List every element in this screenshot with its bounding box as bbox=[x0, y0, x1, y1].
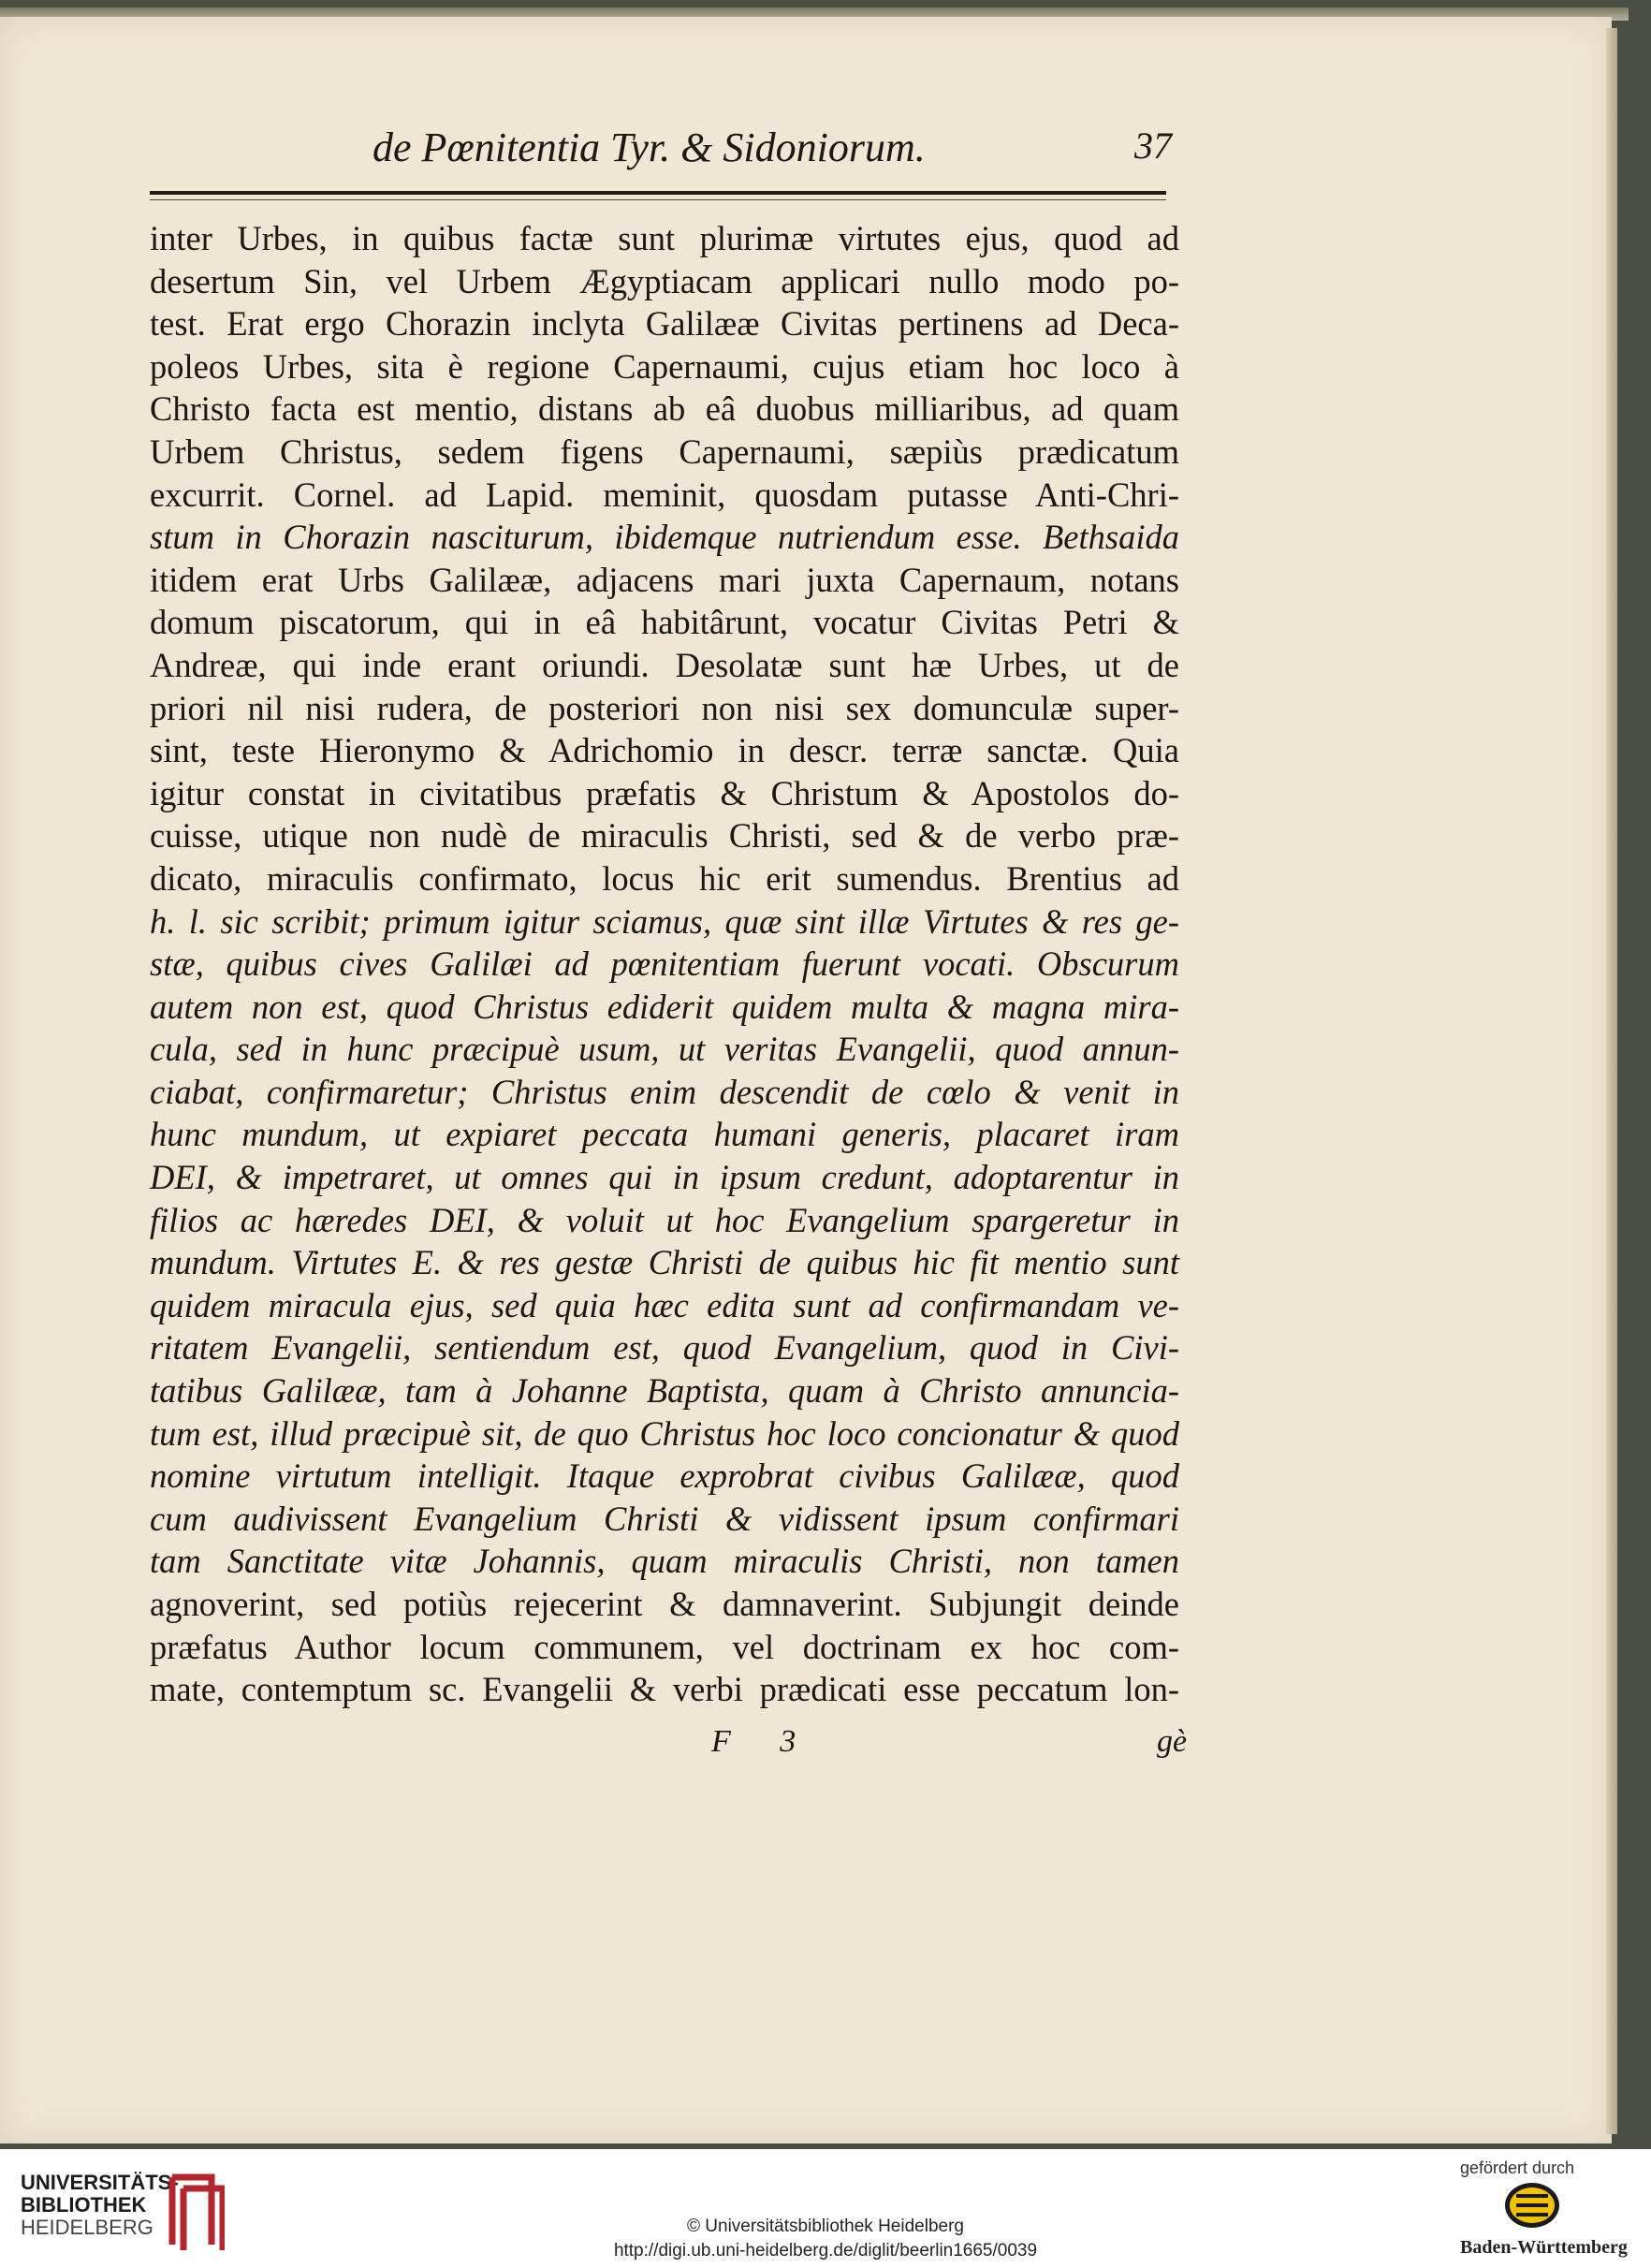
text-line: agnoverint, sed potiùs rejecerint & damnaverint. Subjungit deinde bbox=[150, 1585, 1179, 1623]
header-rule bbox=[150, 191, 1166, 195]
book-right-edge bbox=[1606, 28, 1617, 2134]
library-footer bbox=[0, 2149, 1651, 2268]
header-rule-thin bbox=[150, 199, 1166, 200]
text-line: tatibus Galilææ, tam à Johanne Baptista, quam à Christo annuncia- bbox=[150, 1371, 1179, 1411]
text-line: Christo facta est mentio, distans ab eâ duobus milliaribus, ad quam bbox=[150, 389, 1179, 429]
text-line: cula, sed in hunc præcipuè usum, ut veritas Evangelii, quod annun- bbox=[150, 1030, 1179, 1069]
catchword: gè bbox=[1157, 1724, 1188, 1759]
text-line: præfatus Author locum communem, vel doctrinam ex hoc com- bbox=[150, 1627, 1179, 1666]
text-line: priori nil nisi rudera, de posteriori non nisi sex domunculæ super- bbox=[150, 688, 1179, 727]
text-line: itidem erat Urbs Galilææ, adjacens mari juxta Capernaum, notans bbox=[150, 560, 1179, 599]
text-line: stæ, quibus cives Galilæi ad pœnitentiam fuerunt vocati. Obscurum bbox=[150, 944, 1179, 984]
text-line: stum in Chorazin nasciturum, ibidemque nutriendum esse. Bethsaida bbox=[150, 518, 1179, 557]
text-line: hunc mundum, ut expiaret peccata humani generis, placaret iram bbox=[150, 1115, 1179, 1154]
text-line: ritatem Evangelii, sentiendum est, quod Evangelium, quod in Civi- bbox=[150, 1328, 1179, 1368]
state-name: Baden-Württemberg bbox=[1460, 2237, 1628, 2258]
text-line: filios ac hæredes DEI, & voluit ut hoc Evangelium spargeretur in bbox=[150, 1200, 1179, 1239]
text-line: mundum. Virtutes E. & res gestæ Christi de quibus hic fit mentio sunt bbox=[150, 1243, 1179, 1282]
text-line: ciabat, confirmaretur; Christus enim descendit de cœlo & venit in bbox=[150, 1072, 1179, 1111]
text-line: desertum Sin, vel Urbem Ægyptiacam applicari nullo modo po- bbox=[150, 261, 1179, 300]
text-line: igitur constat in civitatibus præfatis & Christum & Apostolos do- bbox=[150, 773, 1179, 812]
text-line: cum audivissent Evangelium Christi & vidissent ipsum confirmari bbox=[150, 1499, 1179, 1538]
text-line: mate, contemptum sc. Evangelii & verbi prædicati esse peccatum lon- bbox=[150, 1670, 1179, 1709]
text-line: quidem miracula ejus, sed quia hæc edita sunt ad confirmandam ve- bbox=[150, 1285, 1179, 1324]
ub-heidelberg-logo-icon[interactable] bbox=[167, 2172, 225, 2250]
text-line: Urbem Christus, sedem figens Capernaumi, sæpiùs prædicatum bbox=[150, 432, 1179, 471]
main-text bbox=[150, 217, 1179, 1711]
library-name-line2: BIBLIOTHEK bbox=[21, 2193, 147, 2217]
text-line: Andreæ, qui inde erant oriundi. Desolatæ sunt hæ Urbes, ut de bbox=[150, 645, 1179, 684]
text-line: dicato, miraculis confirmato, locus hic erit sumendus. Brentius ad bbox=[150, 858, 1179, 898]
text-line: test. Erat ergo Chorazin inclyta Galilææ Civitas pertinens ad Deca- bbox=[150, 304, 1179, 344]
signature-mark: F 3 bbox=[711, 1724, 817, 1759]
baden-wuerttemberg-coat-of-arms-icon[interactable] bbox=[1503, 2181, 1561, 2230]
text-line: domum piscatorum, qui in eâ habitârunt, vocatur Civitas Petri & bbox=[150, 603, 1179, 642]
text-line: tam Sanctitate vitæ Johannis, quam miraculis Christi, non tamen bbox=[150, 1542, 1179, 1581]
text-line: h. l. sic scribit; primum igitur sciamus, quæ sint illæ Virtutes & res ge- bbox=[150, 901, 1179, 941]
text-line: autem non est, quod Christus ediderit quidem multa & magna mira- bbox=[150, 987, 1179, 1026]
text-line: excurrit. Cornel. ad Lapid. meminit, quosdam putasse Anti-Chri- bbox=[150, 475, 1179, 514]
page-number: 37 bbox=[1134, 124, 1172, 167]
text-line: inter Urbes, in quibus factæ sunt plurimæ virtutes ejus, quod ad bbox=[150, 219, 1179, 257]
text-line: sint, teste Hieronymo & Adrichomio in descr. terræ sanctæ. Quia bbox=[150, 731, 1179, 770]
running-head: de Pœnitentia Tyr. & Sidoniorum. bbox=[373, 124, 926, 170]
permalink-url[interactable]: http://digi.ub.uni-heidelberg.de/diglit/beerlin1665/0039 bbox=[613, 2241, 1038, 2261]
page-header bbox=[150, 124, 1179, 180]
library-name-line3: HEIDELBERG bbox=[21, 2216, 153, 2239]
text-line: poleos Urbes, sita è regione Capernaumi, cujus etiam hoc loco à bbox=[150, 346, 1179, 386]
text-line: nomine virtutum intelligit. Itaque exprobrat civibus Galilææ, quod bbox=[150, 1456, 1179, 1496]
library-name-line1: UNIVERSITÄTS- bbox=[21, 2171, 179, 2194]
text-line: DEI, & impetraret, ut omnes qui in ipsum credunt, adoptarentur in bbox=[150, 1158, 1179, 1197]
funded-by-label: gefördert durch bbox=[1460, 2158, 1575, 2177]
text-line: tum est, illud præcipuè sit, de quo Christus hoc loco concionatur & quod bbox=[150, 1413, 1179, 1453]
copyright-text: © Universitätsbibliothek Heidelberg bbox=[687, 2217, 964, 2236]
text-line: cuisse, utique non nudè de miraculis Christi, sed & de verbo præ- bbox=[150, 816, 1179, 856]
